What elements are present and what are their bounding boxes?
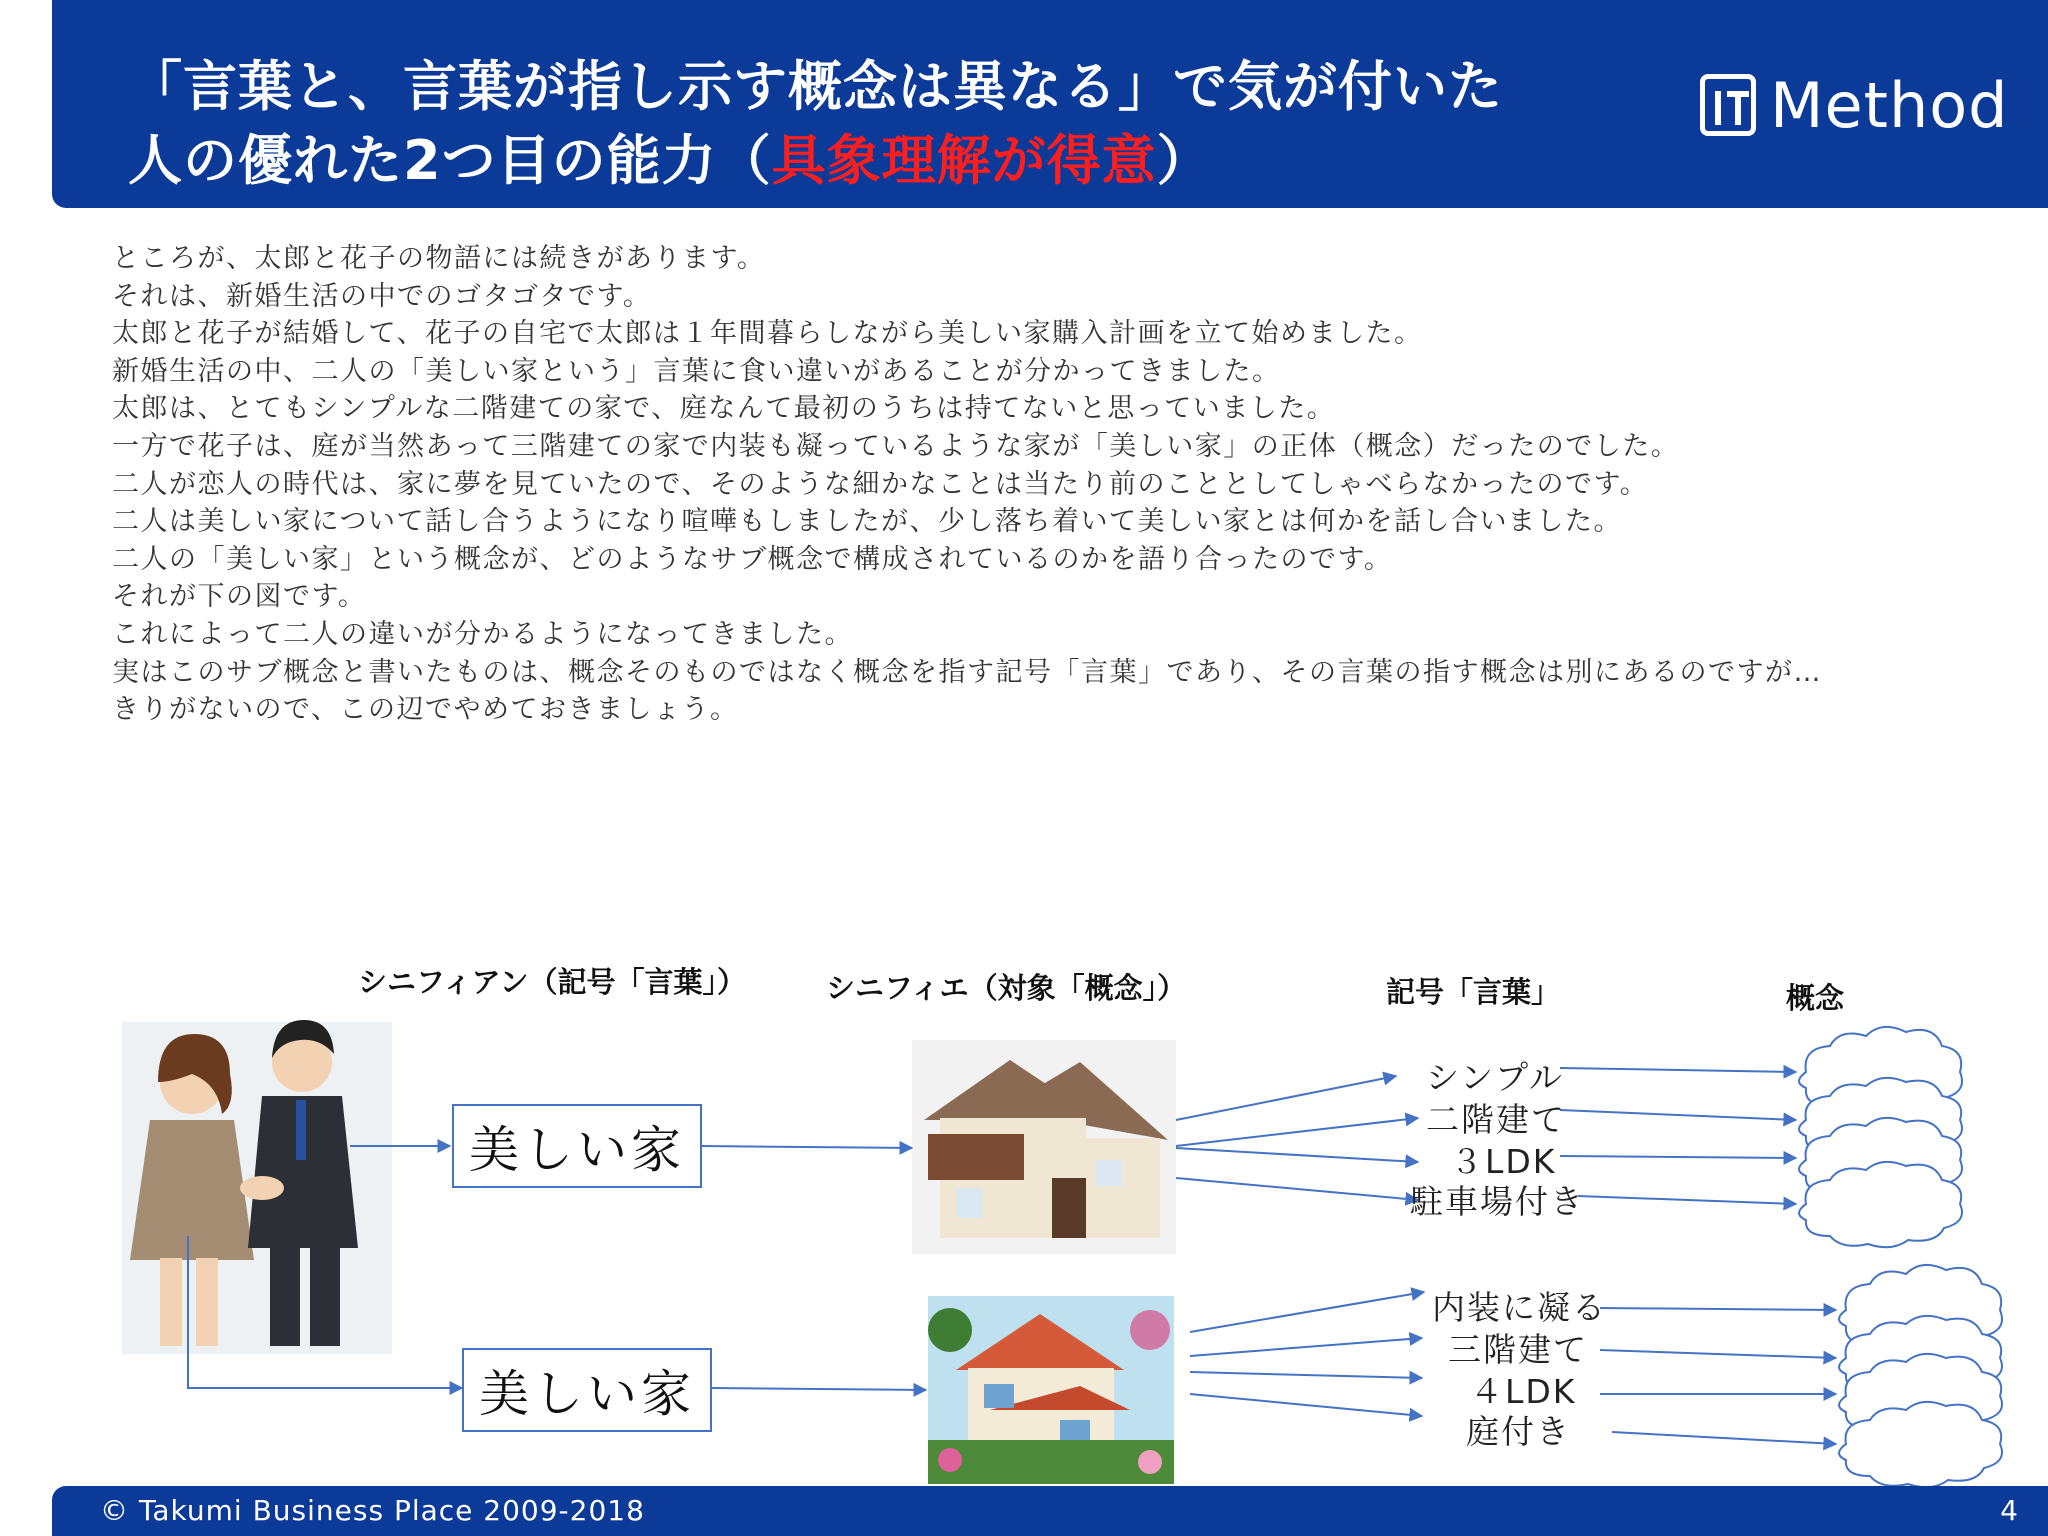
body-line: 実はこのサブ概念と書いたものは、概念そのものではなく概念を指す記号「言葉」であり、その言葉の指す概念は別にあるのですが… xyxy=(112,656,1822,688)
word-box-taro: 美しい家 xyxy=(452,1104,702,1188)
body-line: それは、新婚生活の中でのゴタゴタです。 xyxy=(112,280,652,312)
body-line: 太郎は、とてもシンプルな二階建ての家で、庭なんて最初のうちは持てないと思っていました。 xyxy=(112,393,1336,425)
page-number: 4 xyxy=(2000,1494,2018,1527)
sub-concept-bottom: 内装に凝る xyxy=(1432,1288,1607,1327)
label-signifie: シニフィエ（対象「概念」） xyxy=(826,971,1187,1005)
body-line: 二人が恋人の時代は、家に夢を見ていたので、そのような細かなことは当たり前のこととしてしゃべらなかったのです。 xyxy=(112,468,1649,500)
body-line: 二人の「美しい家」という概念が、どのようなサブ概念で構成されているのかを語り合ったのです。 xyxy=(112,543,1393,575)
sub-concept-top: シンプル xyxy=(1426,1058,1564,1097)
body-line: 太郎と花子が結婚して、花子の自宅で太郎は１年間暮らしながら美しい家購入計画を立て始めました。 xyxy=(112,318,1423,350)
title-line-2-post: ） xyxy=(1156,129,1212,192)
title-line-2-pre: 人の優れた2つ目の能力（ xyxy=(128,129,772,192)
concept-cloud-group-bottom xyxy=(1839,1265,2002,1487)
footer-bar xyxy=(52,1486,2048,1536)
sub-concept-bottom: ４LDK xyxy=(1470,1372,1577,1411)
label-concept: 概念 xyxy=(1786,981,1845,1015)
body-line: これによって二人の違いが分かるようになってきました。 xyxy=(112,618,853,650)
label-signifiant: シニフィアン（記号「言葉」） xyxy=(358,965,747,999)
logo-text: Method xyxy=(1770,68,2009,142)
body-line: 新婚生活の中、二人の「美しい家という」言葉に食い違いがあることが分かってきました。 xyxy=(112,355,1281,387)
sub-concept-top: 駐車場付き xyxy=(1410,1182,1585,1221)
simple-house-illustration xyxy=(912,1040,1176,1254)
body-line: きりがないので、この辺でやめておきましょう。 xyxy=(112,694,739,726)
sub-concept-top: ３LDK xyxy=(1450,1142,1557,1181)
body-line: ところが、太郎と花子の物語には続きがあります。 xyxy=(112,243,766,274)
sub-concept-bottom: 三階建て xyxy=(1448,1330,1588,1369)
sub-concept-top: 二階建て xyxy=(1426,1100,1566,1139)
sub-concept-bottom: 庭付き xyxy=(1466,1412,1571,1451)
body-line: それが下の図です。 xyxy=(112,581,367,613)
copyright-text: © Takumi Business Place 2009-2018 xyxy=(100,1494,645,1527)
concept-cloud-group-top xyxy=(1799,1027,1962,1247)
garden-house-illustration xyxy=(928,1296,1174,1484)
body-line: 二人は美しい家について話し合うようになり喧嘩もしましたが、少し落ち着いて美しい家とは何かを話し合いました。 xyxy=(112,506,1622,538)
title-highlight: 具象理解が得意 xyxy=(771,129,1157,192)
couple-illustration xyxy=(122,1020,392,1354)
body-line: 一方で花子は、庭が当然あって三階建ての家で内装も凝っているような家が「美しい家」の正体（概念）だったのでした。 xyxy=(112,430,1680,462)
title-line-1: 「言葉と、言葉が指し示す概念は異なる」で気が付いた xyxy=(128,55,1503,118)
word-box-hanako: 美しい家 xyxy=(462,1348,712,1432)
label-symbol-word: 記号「言葉」 xyxy=(1386,975,1561,1009)
